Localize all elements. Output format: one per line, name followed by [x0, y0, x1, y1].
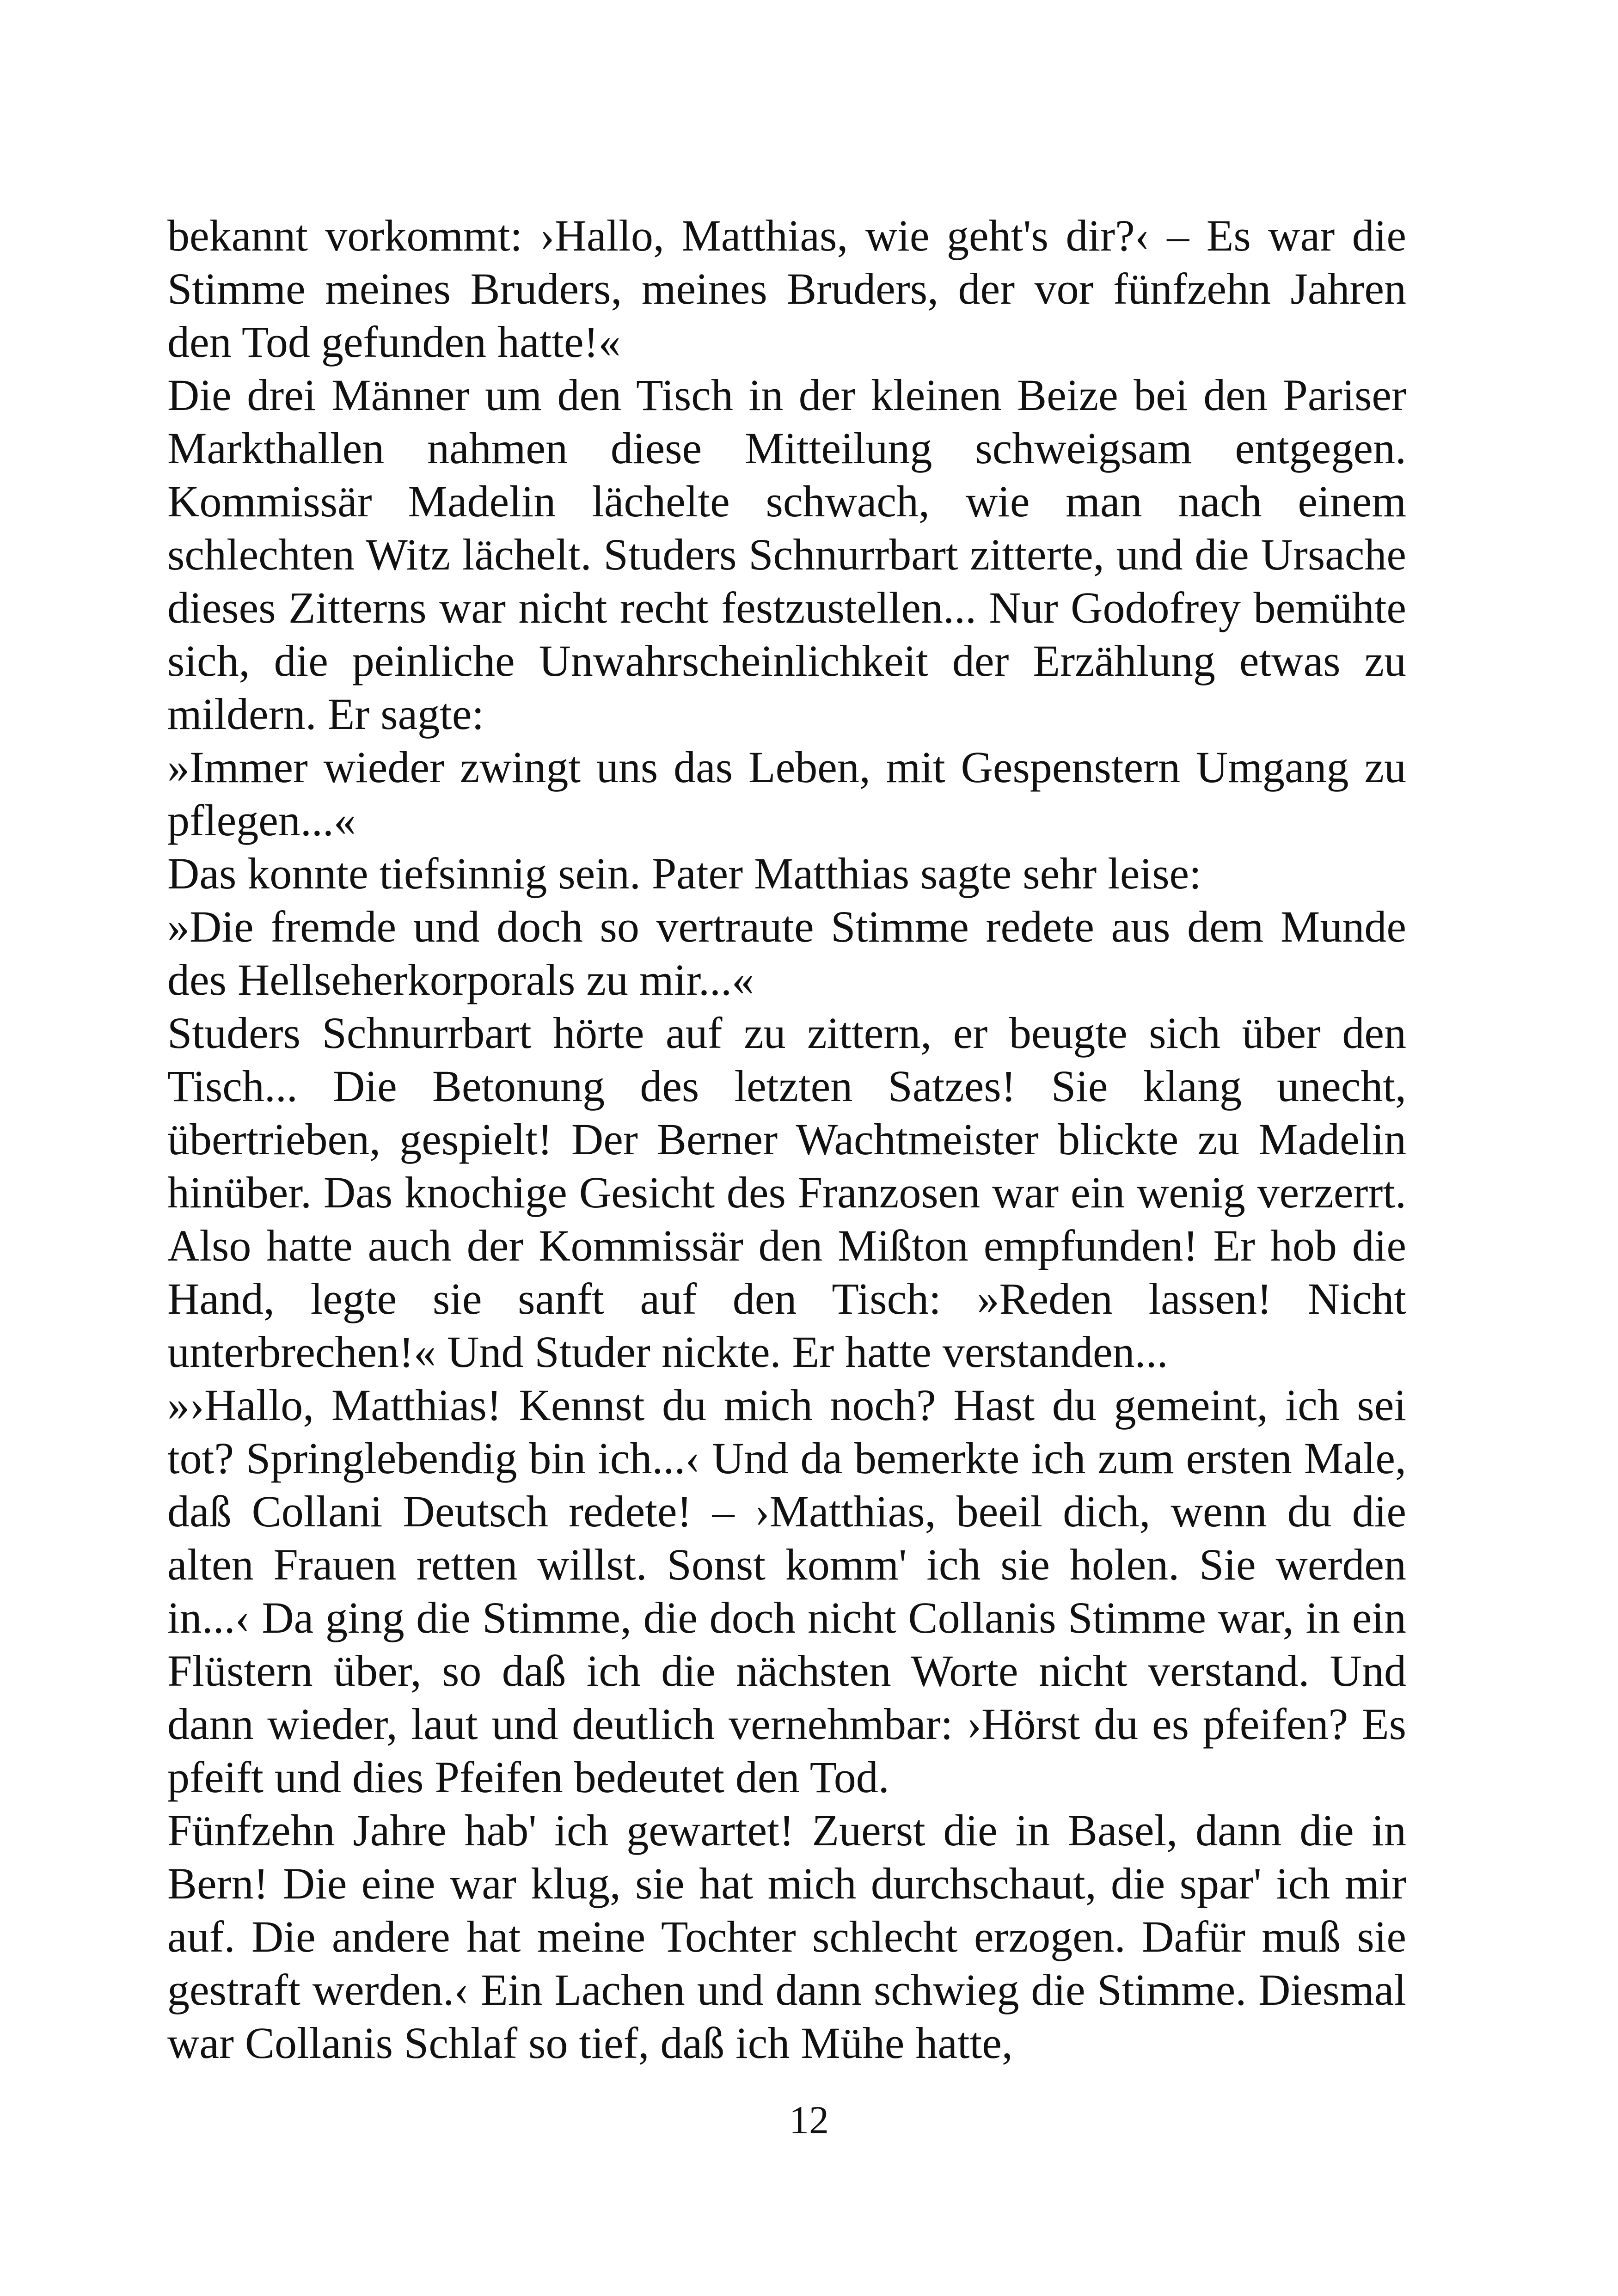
paragraph-4: Das konnte tiefsinnig sein. Pater Matthias sagte sehr leise:: [167, 849, 1201, 898]
paragraph-5: »Die fremde und doch so vertraute Stimme redete aus dem Munde des Hellseherkorporals zu mir...«: [167, 902, 1406, 1004]
paragraph-7: »›Hallo, Matthias! Kennst du mich noch? Hast du gemeint, ich sei tot? Springlebendig bin ich...‹ Und da bemerkte ich zum ersten Male, daß Collani Deutsch redete! – ›Matthias, beeil dich, wenn du die alten Frauen retten willst. Sonst komm' ich sie holen. Sie werden in...‹ Da ging die Stimme, die doch nicht Collanis Stimme war, in ein Flüstern über, so daß ich die nächsten Worte nicht verstand. Und dann wieder, laut und deutlich vernehmbar: ›Hörst du es pfeifen? Es pfeift und dies Pfeifen bedeutet den Tod.: [167, 1380, 1406, 1802]
page-number: 12: [789, 2098, 829, 2142]
paragraph-2: Die drei Männer um den Tisch in der kleinen Beize bei den Pariser Markthallen nahmen diese Mitteilung schweigsam entgegen. Kommissär Madelin lächelte schwach, wie man nach einem schlechten Witz lächelt. Studers Schnurrbart zitterte, und die Ursache dieses Zitterns war nicht recht festzustellen... Nur Godofrey bemühte sich, die peinliche Unwahrscheinlichkeit der Erzählung etwas zu mildern. Er sagte:: [167, 370, 1406, 739]
body-text: [167, 209, 1406, 2069]
paragraph-3: »Immer wieder zwingt uns das Leben, mit Gespenstern Umgang zu pflegen...«: [167, 742, 1406, 845]
paragraph-6: Studers Schnurrbart hörte auf zu zittern, er beugte sich über den Tisch... Die Betonung des letzten Satzes! Sie klang unecht, übertrieben, gespielt! Der Berner Wachtmeister blickte zu Madelin hinüber. Das knochige Gesicht des Franzosen war ein wenig verzerrt. Also hatte auch der Kommissär den Mißton empfunden! Er hob die Hand, legte sie sanft auf den Tisch: »Reden lassen! Nicht unterbrechen!« Und Studer nickte. Er hatte verstanden...: [167, 1008, 1406, 1377]
paragraph-8: Fünfzehn Jahre hab' ich gewartet! Zuerst die in Basel, dann die in Bern! Die eine war klug, sie hat mich durchschaut, die spar' ich mir auf. Die andere hat meine Tochter schlecht erzogen. Dafür muß sie gestraft werden.‹ Ein Lachen und dann schwieg die Stimme. Diesmal war Collanis Schlaf so tief, daß ich Mühe hatte,: [167, 1806, 1406, 2068]
paragraph-1: bekannt vorkommt: ›Hallo, Matthias, wie geht's dir?‹ – Es war die Stimme meines Bruders, meines Bruders, der vor fünfzehn Jahren den Tod gefunden hatte!«: [167, 211, 1406, 367]
